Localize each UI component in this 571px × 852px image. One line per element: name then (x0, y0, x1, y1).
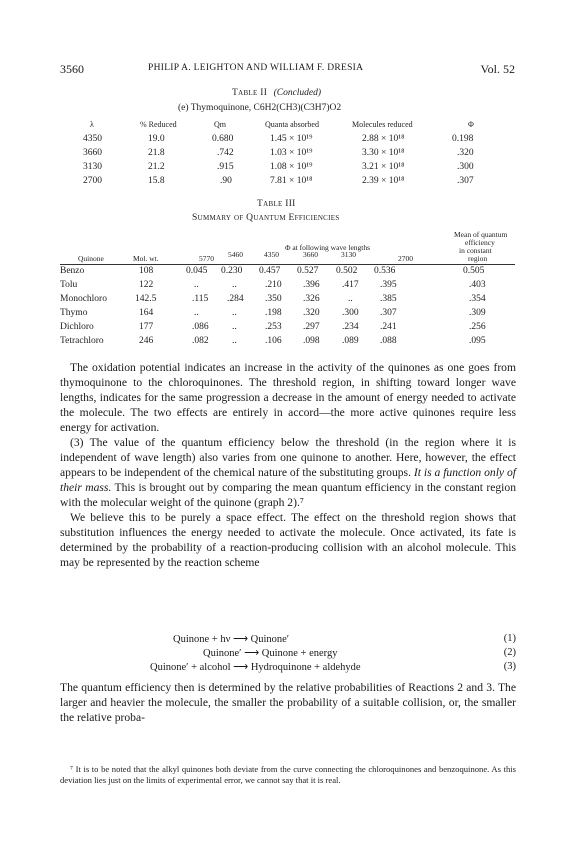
table2-cell: 2.88 × 10¹⁸ (362, 134, 405, 144)
table3-cell: .256 (469, 322, 486, 332)
table2-cell: .915 (217, 162, 234, 172)
table2-col-header: Qm (214, 120, 226, 129)
table3-cell: 122 (139, 280, 154, 290)
table3-cell: .095 (469, 336, 486, 346)
paragraph: We believe this to be purely a space effect. The effect on the threshold region shows that substitution influences the energy needed to activate the molecule. Once activated, its fate is determined by the probability of a reaction-producing collision with an alcohol molecule. This may be represented by the reaction scheme (60, 511, 516, 569)
table2-cell: 2.39 × 10¹⁸ (362, 176, 405, 186)
table3-cell: .403 (469, 280, 486, 290)
table3-cell: .307 (380, 308, 397, 318)
table3-cell: .082 (192, 336, 209, 346)
body-text (60, 360, 516, 570)
table3-cell: 177 (139, 322, 154, 332)
page-number: 3560 (60, 62, 84, 76)
table3-col-header: 5460 (228, 250, 243, 259)
table3-col-header: Quinone (78, 254, 104, 263)
table2-cell: 3130 (83, 162, 102, 172)
table2-cell: 15.8 (148, 176, 165, 186)
table3-cell: .395 (380, 280, 397, 290)
table3-cell: .. (232, 336, 237, 346)
equation-number: (2) (503, 647, 516, 658)
table2-cell: 1.03 × 10¹⁹ (270, 148, 313, 158)
table3-col-header: 3660 (303, 250, 318, 259)
table2-title (232, 88, 321, 98)
body-text-continued (60, 680, 516, 725)
table3-cell: .. (194, 280, 199, 290)
table3-cell: Tetrachloro (60, 336, 104, 346)
paragraph: The quantum efficiency then is determined by the relative probabilities of Reactions 2 and 3. The larger and heavier the molecule, the smaller the probability of a suitable collision, or, the smaller the relative proba- (60, 681, 516, 724)
table3-col-header: Mol. wt. (133, 254, 159, 263)
table2-cell: 0.680 (212, 134, 234, 144)
table3-cell: .198 (265, 308, 282, 318)
footnote-text: ⁷ It is to be noted that the alkyl quinones both deviate from the curve connecting the chloroquinones and benzoquinone. As this deviation lies just on the limits of experimental error, we cannot say that it is real. (60, 764, 516, 785)
table3-cell: Dichloro (60, 322, 94, 332)
table3-cell: .396 (303, 280, 320, 290)
table3-cell: .210 (265, 280, 282, 290)
table3-col-header: 4350 (264, 250, 279, 259)
table3-cell: .. (348, 294, 353, 304)
table3-cell: 108 (139, 266, 154, 276)
table3-cell: .098 (303, 336, 320, 346)
table2-cell: 3.21 × 10¹⁸ (362, 162, 405, 172)
table3-cell: .089 (342, 336, 359, 346)
table3-cell: .. (232, 280, 237, 290)
table2-cell: 1.08 × 10¹⁹ (270, 162, 313, 172)
table3-cell: .300 (342, 308, 359, 318)
table2-cell: 21.2 (148, 162, 165, 172)
table3-cell: Tolu (60, 280, 78, 290)
table2-title-note: (Concluded) (273, 88, 322, 98)
table2-cell: 3660 (83, 148, 102, 158)
table3-cell: .. (194, 308, 199, 318)
paragraph: The oxidation potential indicates an increase in the activity of the quinones as one goes from thymoquinone to the chloroquinones. The threshold region, in shifting toward longer wave lengths, indicates for the same progression a decrease in the amount of energy needed to activate the molecule. The two effects are entirely in accord—the more active quinones require less energy for activation. (60, 361, 516, 434)
table3-cell: .385 (380, 294, 397, 304)
footnote (60, 764, 516, 786)
table2-cell: 2700 (83, 176, 102, 186)
table2-cell: 0.198 (452, 134, 474, 144)
equation: Quinone + hν ⟶ Quinone′ (173, 634, 290, 645)
table3-cell: 246 (139, 336, 154, 346)
table3-cell: 0.536 (374, 266, 396, 276)
table3-title: Table III (257, 199, 296, 209)
running-header (60, 62, 515, 78)
table3-cell: .309 (469, 308, 486, 318)
table3-cell: .234 (342, 322, 359, 332)
equation-number: (1) (503, 633, 516, 644)
equation: Quinone′ ⟶ Quinone + energy (203, 648, 338, 659)
table2-col-header: % Reduced (140, 120, 177, 129)
table2-cell: 3.30 × 10¹⁸ (362, 148, 405, 158)
table2-title-text: Table II (232, 88, 268, 98)
table2-col-header: Φ (468, 120, 474, 129)
table2-col-header: Molecules reduced (352, 120, 413, 129)
paragraph (60, 435, 516, 510)
table3-cell: 0.505 (463, 266, 485, 276)
table3-cell: .. (232, 308, 237, 318)
table2-cell: 21.8 (148, 148, 165, 158)
table2-cell: 1.45 × 10¹⁹ (270, 134, 313, 144)
table2-subtitle: (e) Thymoquinone, C6H2(CH3)(C3H7)O2 (178, 103, 342, 113)
table3-cell: .284 (227, 294, 244, 304)
table3-col-header: 5770 (199, 254, 214, 263)
table2-cell: 19.0 (148, 134, 165, 144)
table3-cell: .354 (469, 294, 486, 304)
table3-col-header: 3130 (341, 250, 356, 259)
table3-cell: .417 (342, 280, 359, 290)
table3-cell: Benzo (60, 266, 85, 276)
table3-cell: .326 (303, 294, 320, 304)
volume-label: Vol. 52 (480, 62, 515, 76)
table3-cell: Thymo (60, 308, 88, 318)
table3-cell: 0.527 (297, 266, 319, 276)
table3-cell: 0.457 (259, 266, 281, 276)
table2-cell: 7.81 × 10¹⁸ (270, 176, 313, 186)
table3-mean-header: region (468, 254, 488, 263)
table3-cell: .086 (192, 322, 209, 332)
table3-cell: .350 (265, 294, 282, 304)
table3-mean-header: efficiency (465, 238, 495, 247)
table3-mean-header: in constant (459, 246, 492, 255)
table3-cell: .320 (303, 308, 320, 318)
table3-group-header: Φ at following wave lengths (285, 243, 371, 252)
table3-cell: 0.230 (221, 266, 243, 276)
table3-cell: 0.045 (186, 266, 208, 276)
table2-cell: 4350 (83, 134, 102, 144)
table3-cell: .253 (265, 322, 282, 332)
paragraph-text: (3) The value of the quantum efficiency below the threshold (in the region where it is independent of wave length) also varies from one quinone to another. Here, however, the effect appears to be independent of the chemical nature of the substituting groups. (60, 436, 516, 479)
table3-subtitle: Summary of Quantum Efficiencies (192, 213, 340, 223)
table3-cell: .297 (303, 322, 320, 332)
table2-cell: .307 (457, 176, 474, 186)
table3-cell: 0.502 (336, 266, 358, 276)
table2-col-header: Quanta absorbed (265, 120, 319, 129)
table3-cell: .241 (380, 322, 397, 332)
equation: Quinone′ + alcohol ⟶ Hydroquinone + aldehyde (150, 662, 361, 673)
table3-header-rule (60, 264, 515, 265)
table2-cell: .742 (217, 148, 234, 158)
table2-cell: .300 (457, 162, 474, 172)
table3-cell: .115 (192, 294, 209, 304)
table3-cell: Monochloro (60, 294, 107, 304)
table3-cell: .106 (265, 336, 282, 346)
table2-cell: .320 (457, 148, 474, 158)
running-header-authors: PHILIP A. LEIGHTON AND WILLIAM F. DRESIA (148, 63, 364, 73)
equation-number: (3) (503, 661, 516, 672)
table3-cell: 142.5 (135, 294, 157, 304)
table3-cell: .088 (380, 336, 397, 346)
paragraph-text: This is brought out by comparing the mean quantum efficiency in the constant region with the molecular weight of the quinone (graph 2).⁷ (60, 481, 516, 509)
table3-mean-header: Mean of quantum (454, 230, 508, 239)
table2-col-header: λ (90, 120, 94, 129)
table3-cell: 164 (139, 308, 154, 318)
paragraph-emphasis: It is a function only of their mass. (60, 466, 516, 494)
table3-cell: .. (232, 322, 237, 332)
table3-col-header: 2700 (398, 254, 413, 263)
table2-cell: .90 (220, 176, 232, 186)
